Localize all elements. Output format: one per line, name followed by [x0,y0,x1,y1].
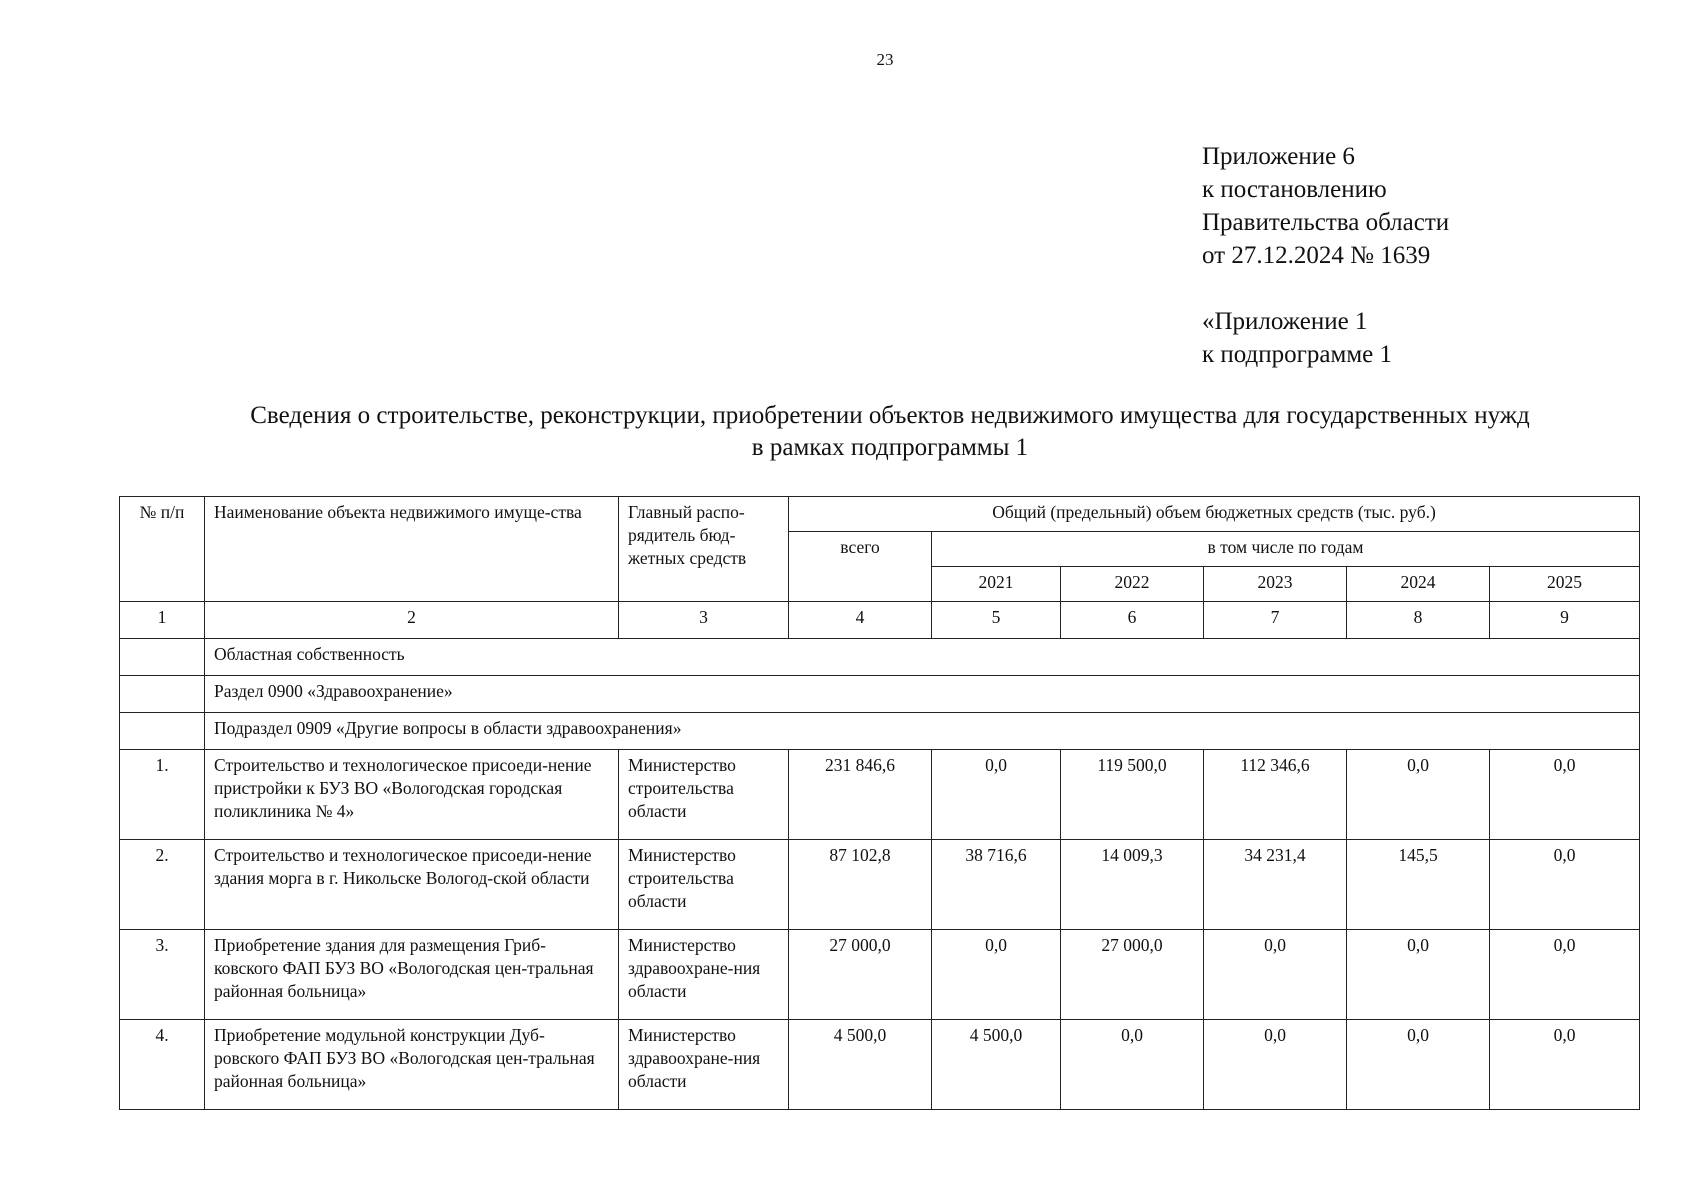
row-year-value: 145,5 [1347,840,1490,930]
page-number: 23 [876,50,894,69]
header-year: 2023 [1204,567,1347,602]
row-manager: Министерство строительства области [619,840,789,930]
row-year-value: 119 500,0 [1061,750,1204,840]
table-row [120,840,1640,930]
row-total: 27 000,0 [789,930,932,1020]
row-name: Приобретение здания для размещения Гриб-ковского ФАП БУЗ ВО «Вологодская цен-тральная районная больница» [205,930,619,1020]
annex-block [1202,140,1449,371]
header-year: 2024 [1347,567,1490,602]
title-line: Сведения о строительстве, реконструкции, приобретении объектов недвижимого имущества для государственных нужд [250,402,1530,429]
column-number: 4 [789,602,932,639]
header-year: 2021 [932,567,1061,602]
header-total-group: Общий (предельный) объем бюджетных средств (тыс. руб.) [789,497,1640,532]
row-num: 2. [120,840,205,930]
column-number-row [120,602,1640,639]
document-title [120,400,1660,464]
column-number: 7 [1204,602,1347,639]
column-number: 5 [932,602,1061,639]
annex-line: «Приложение 1 [1202,308,1368,335]
header-year: 2025 [1490,567,1640,602]
row-num: 3. [120,930,205,1020]
annex-line: Приложение 6 [1202,143,1355,170]
row-total: 4 500,0 [789,1020,932,1110]
column-number: 3 [619,602,789,639]
section-row [120,639,1640,676]
column-number: 6 [1061,602,1204,639]
header-year: 2022 [1061,567,1204,602]
table-row [120,930,1640,1020]
column-number: 1 [120,602,205,639]
row-manager: Министерство здравоохране-ния области [619,930,789,1020]
row-total: 87 102,8 [789,840,932,930]
row-manager: Министерство здравоохране-ния области [619,1020,789,1110]
section-label: Подраздел 0909 «Другие вопросы в области здравоохранения» [205,713,1640,750]
row-year-value: 0,0 [1490,930,1640,1020]
objects-table [119,496,1640,1110]
annex-line: к подпрограмме 1 [1202,341,1392,368]
row-num: 1. [120,750,205,840]
annex-line: к постановлению [1202,176,1387,203]
row-year-value: 14 009,3 [1061,840,1204,930]
section-label: Областная собственность [205,639,1640,676]
table-row [120,750,1640,840]
row-year-value: 0,0 [1490,840,1640,930]
header-manager: Главный распо-рядитель бюд-жетных средств [619,497,789,602]
row-year-value: 112 346,6 [1204,750,1347,840]
header-by-years: в том числе по годам [932,532,1640,567]
title-line: в рамках подпрограммы 1 [751,434,1029,461]
row-num: 4. [120,1020,205,1110]
row-year-value: 0,0 [1204,1020,1347,1110]
row-year-value: 0,0 [1490,1020,1640,1110]
row-year-value: 34 231,4 [1204,840,1347,930]
row-name: Строительство и технологическое присоеди-нение пристройки к БУЗ ВО «Вологодская городская поликлиника № 4» [205,750,619,840]
row-year-value: 0,0 [932,930,1061,1020]
row-year-value: 4 500,0 [932,1020,1061,1110]
row-year-value: 38 716,6 [932,840,1061,930]
column-number: 9 [1490,602,1640,639]
row-name: Строительство и технологическое присоеди-нение здания морга в г. Никольске Вологод-ской области [205,840,619,930]
header-name: Наименование объекта недвижимого имуще-ства [205,497,619,602]
row-year-value: 0,0 [1490,750,1640,840]
row-total: 231 846,6 [789,750,932,840]
row-year-value: 0,0 [1347,1020,1490,1110]
row-year-value: 0,0 [932,750,1061,840]
row-year-value: 0,0 [1204,930,1347,1020]
row-year-value: 0,0 [1061,1020,1204,1110]
section-row [120,676,1640,713]
column-number: 2 [205,602,619,639]
annex-line: от 27.12.2024 № 1639 [1202,242,1431,269]
row-manager: Министерство строительства области [619,750,789,840]
row-name: Приобретение модульной конструкции Дуб-ровского ФАП БУЗ ВО «Вологодская цен-тральная районная больница» [205,1020,619,1110]
section-label: Раздел 0900 «Здравоохранение» [205,676,1640,713]
header-num: № п/п [120,497,205,602]
row-year-value: 27 000,0 [1061,930,1204,1020]
section-row [120,713,1640,750]
row-year-value: 0,0 [1347,930,1490,1020]
table-row [120,1020,1640,1110]
header-total: всего [789,532,932,602]
column-number: 8 [1347,602,1490,639]
annex-line: Правительства области [1202,209,1450,236]
row-year-value: 0,0 [1347,750,1490,840]
